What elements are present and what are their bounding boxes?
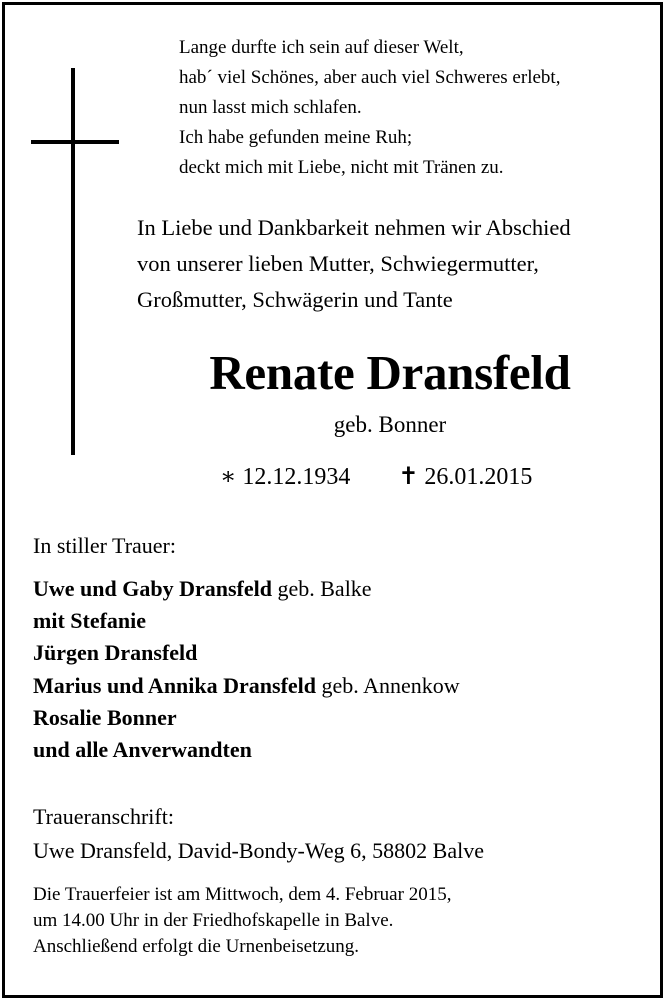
intro-line: In Liebe und Dankbarkeit nehmen wir Abschied — [137, 215, 571, 240]
mourner-entry — [33, 734, 460, 766]
poem-line: deckt mich mit Liebe, nicht mit Tränen zu. — [179, 157, 504, 178]
poem-line: Ich habe gefunden meine Ruh; — [179, 127, 413, 148]
mourner-entry — [33, 637, 460, 669]
poem-line: hab´ viel Schönes, aber auch viel Schweres erlebt, — [179, 67, 561, 88]
service-line: Anschließend erfolgt die Urnenbeisetzung. — [33, 936, 360, 957]
poem — [179, 33, 560, 183]
intro-line: von unserer lieben Mutter, Schwiegermutter, — [137, 251, 539, 276]
service-line: Die Trauerfeier ist am Mittwoch, dem 4. Februar 2015, — [33, 884, 452, 905]
mourners-list — [33, 573, 460, 766]
intro-line: Großmutter, Schwägerin und Tante — [137, 287, 453, 312]
poem-line: nun lasst mich schlafen. — [179, 97, 362, 118]
funeral-service-info — [33, 882, 451, 960]
mourner-name: mit Stefanie — [33, 608, 147, 634]
birth-date: 12.12.1934 — [242, 464, 351, 490]
deceased-name: Renate Dransfeld — [209, 345, 571, 400]
mourner-note: geb. Balke — [271, 576, 372, 601]
mourner-note: geb. Annenkow — [316, 672, 460, 698]
death-date: 26.01.2015 — [424, 464, 533, 490]
birth-name: geb. Bonner — [333, 412, 447, 437]
address-label: Traueranschrift: — [33, 804, 174, 829]
mourner-name: Rosalie Bonner — [33, 704, 177, 730]
farewell-intro — [137, 210, 571, 318]
death-cross-icon: ✝ — [398, 464, 419, 490]
mourner-entry — [33, 573, 460, 605]
service-line: um 14.00 Uhr in der Friedhofskapelle in Balve. — [33, 910, 394, 931]
mourner-name: Marius und Annika Dransfeld — [33, 672, 317, 698]
address-value: Uwe Dransfeld, David-Bondy-Weg 6, 58802 Balve — [33, 838, 484, 863]
mourner-name: Uwe und Gaby Dransfeld — [33, 576, 272, 601]
mourner-name: und alle Anverwandten — [33, 737, 252, 763]
mourner-entry — [33, 702, 460, 734]
birth-star-icon: ∗ — [220, 464, 237, 490]
cross-horizontal-bar — [31, 140, 119, 144]
mourner-entry — [33, 605, 460, 637]
mourning-address — [33, 800, 484, 868]
poem-line: Lange durfte ich sein auf dieser Welt, — [179, 37, 464, 58]
mourner-name: Jürgen Dransfeld — [33, 640, 198, 666]
mourner-entry — [33, 670, 460, 702]
life-dates — [220, 462, 532, 491]
mourning-heading: In stiller Trauer: — [33, 533, 176, 558]
